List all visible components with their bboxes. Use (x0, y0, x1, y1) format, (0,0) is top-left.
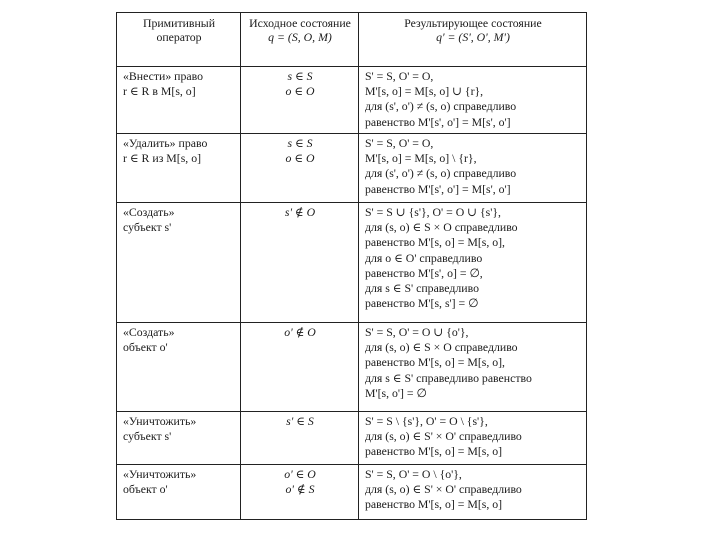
cell-text: равенство M'[s, o] = M[s, o] (365, 444, 503, 459)
operator-cell (117, 323, 241, 412)
cell-text: для (s', o') ≠ (s, o) справедливо (365, 166, 517, 181)
cell-text: для (s', o') ≠ (s, o) справедливо (365, 99, 517, 114)
cell-text: для (s, o) ∈ S × O справедливо (365, 220, 518, 235)
operator-cell (117, 412, 241, 465)
table-row (117, 323, 587, 412)
cell-text: для o ∈ O' справедливо (365, 250, 483, 265)
cell-text: равенство M'[s', o'] = M[s', o'] (365, 181, 511, 196)
cell-text: для s ∈ S' справедливо (365, 281, 479, 296)
cell-text: o ∈ O (285, 84, 315, 99)
cell-text: r ∈ R из M[s, o] (123, 151, 202, 166)
cell-text: o' ∈ O (284, 467, 316, 481)
result-cell (359, 134, 587, 203)
table-row (117, 67, 587, 134)
header-text: Результирующее состояние (404, 16, 542, 30)
cell-text: объект o' (123, 340, 168, 355)
result-cell (359, 67, 587, 134)
operator-cell (117, 203, 241, 323)
table-row (117, 465, 587, 520)
cell-text: равенство M'[s', o] = ∅, (365, 265, 483, 280)
header-formula: q' = (S', O', M') (436, 30, 510, 44)
cell-text: равенство M'[s, o] = M[s, o], (365, 355, 506, 370)
cell-text: s' ∉ O (284, 205, 316, 219)
cell-text: для s ∈ S' справедливо равенство (365, 370, 532, 385)
precondition-cell (241, 67, 359, 134)
cell-text: s' ∈ S (286, 414, 314, 428)
header-operator (117, 13, 241, 67)
cell-text: M'[s, o'] = ∅ (365, 385, 427, 400)
cell-text: o ∈ O (285, 151, 315, 166)
operator-cell (117, 67, 241, 134)
cell-text: для (s, o) ∈ S' × O' справедливо (365, 482, 522, 497)
cell-text: S' = S \ {s'}, O' = O \ {s'}, (365, 414, 488, 428)
cell-text: «Внести» право (123, 69, 203, 83)
cell-text: объект o' (123, 482, 168, 497)
cell-text: «Создать» (123, 205, 175, 219)
cell-text: r ∈ R в M[s, o] (123, 84, 196, 99)
cell-text: для (s, o) ∈ S' × O' справедливо (365, 429, 522, 444)
result-cell (359, 412, 587, 465)
precondition-cell (241, 323, 359, 412)
cell-text: равенство M'[s, o] = M[s, o], (365, 235, 506, 250)
precondition-cell (241, 412, 359, 465)
cell-text: o' ∉ S (285, 482, 315, 497)
cell-text: равенство M'[s', o'] = M[s', o'] (365, 114, 511, 129)
cell-text: M'[s, o] = M[s, o] \ {r}, (365, 151, 477, 166)
cell-text: для (s, o) ∈ S × O справедливо (365, 340, 518, 355)
cell-text: субъект s' (123, 429, 172, 444)
cell-text: «Создать» (123, 325, 175, 339)
cell-text: M'[s, o] = M[s, o] ∪ {r}, (365, 84, 484, 99)
operator-cell (117, 465, 241, 520)
cell-text: субъект s' (123, 220, 172, 235)
cell-text: s ∈ S (287, 69, 313, 83)
table-row (117, 412, 587, 465)
table-row (117, 203, 587, 323)
cell-text: «Удалить» право (123, 136, 208, 150)
operator-cell (117, 134, 241, 203)
precondition-cell (241, 465, 359, 520)
cell-text: «Уничтожить» (123, 467, 197, 481)
cell-text: S' = S, O' = O, (365, 136, 434, 150)
cell-text: S' = S, O' = O \ {o'}, (365, 467, 462, 481)
cell-text: s ∈ S (287, 136, 313, 150)
table-row (117, 134, 587, 203)
cell-text: равенство M'[s, o] = M[s, o] (365, 497, 503, 512)
precondition-cell (241, 134, 359, 203)
cell-text: o' ∉ O (284, 325, 316, 339)
cell-text: S' = S, O' = O, (365, 69, 434, 83)
header-text: Исходное состояние (249, 16, 351, 30)
cell-text: S' = S, O' = O ∪ {o'}, (365, 325, 469, 339)
header-result-state (359, 13, 587, 67)
result-cell (359, 465, 587, 520)
precondition-cell (241, 203, 359, 323)
table-header-row (117, 13, 587, 67)
cell-text: равенство M'[s, s'] = ∅ (365, 296, 479, 311)
cell-text: «Уничтожить» (123, 414, 197, 428)
header-formula: q = (S, O, M) (268, 30, 332, 44)
header-text: Примитивный (142, 16, 216, 30)
header-text: оператор (156, 30, 202, 44)
result-cell (359, 323, 587, 412)
operators-table (116, 12, 587, 520)
result-cell (359, 203, 587, 323)
cell-text: S' = S ∪ {s'}, O' = O ∪ {s'}, (365, 205, 502, 219)
header-initial-state (241, 13, 359, 67)
